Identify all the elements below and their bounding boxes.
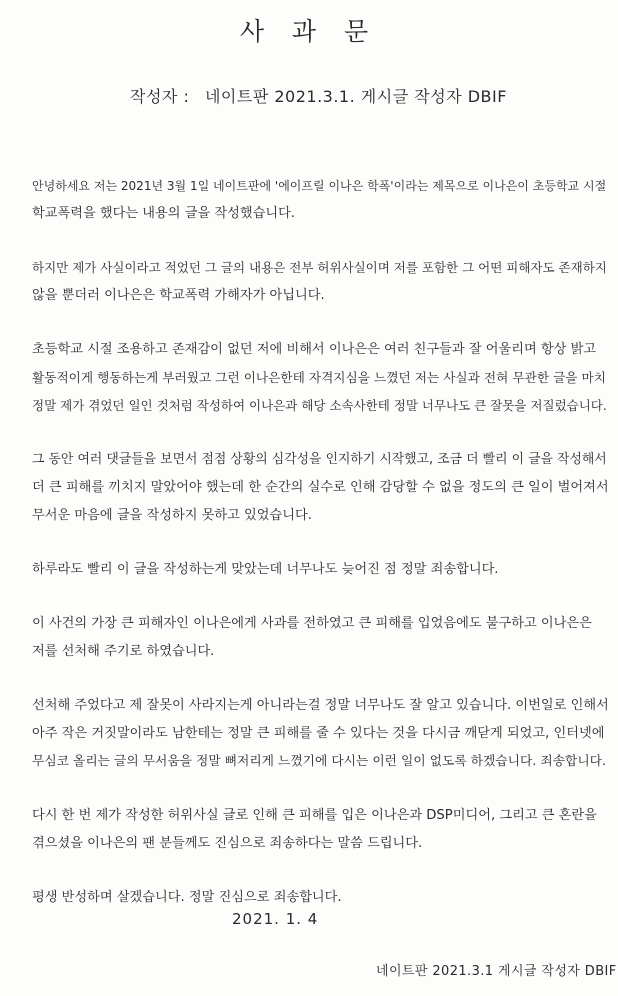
paragraph [32,446,612,530]
paragraph-line: 겪으셨을 이나은의 팬 분들께도 진심으로 죄송하다는 말씀 드립니다. [32,836,423,851]
letter-signature: 네이트판 2021.3.1 게시글 작성자 DBIF [376,964,617,979]
paragraph-line: 하지만 제가 사실이라고 적었던 그 글의 내용은 전부 허위사실이며 저를 포함한 그 어떤 피해자도 존재하지 [32,260,607,275]
author-value: 네이트판 2021.3.1. 게시글 작성자 DBIF [204,87,507,106]
paragraph-line: 더 큰 피해를 끼치지 말았어야 했는데 한 순간의 실수로 인해 감당할 수 없을 정도의 큰 일이 벌어져서 [32,480,609,495]
paragraph [32,254,612,310]
paragraph-line: 무심코 올리는 글의 무서움을 정말 뼈저리게 느꼈기에 다시는 이런 일이 없도록 하겠습니다. 죄송합니다. [32,754,607,769]
paragraph [32,802,612,858]
letter-date: 2021. 1. 4 [232,910,319,928]
paragraph-line: 무서운 마음에 글을 작성하지 못하고 있었습니다. [32,508,312,523]
paragraph [32,556,612,584]
paragraph-line: 활동적이게 행동하는게 부러웠고 그런 이나은한테 자격지심을 느꼈던 저는 사실과 전혀 무관한 글을 마치 [32,370,606,385]
paragraph-line: 정말 제가 겪었던 일인 것처럼 작성하여 이나은과 해당 소속사한테 정말 너무나도 큰 잘못을 저질렀습니다. [32,398,607,413]
paragraph-line: 초등학교 시절 조용하고 존재감이 없던 저에 비해서 이나은은 여러 친구들과 잘 어울리며 항상 밝고 [32,342,597,357]
paragraph-line: 아주 작은 거짓말이라도 남한테는 정말 큰 피해를 줄 수 있다는 것을 다시금 깨닫게 되었고, 인터넷에 [32,726,605,741]
paragraph [32,610,612,666]
letter-title: 사 과 문 [239,17,379,46]
author-line [130,84,507,107]
letter-body [32,172,612,912]
paragraph-line: 안녕하세요 저는 2021년 3월 1일 네이트판에 '에이프릴 이나은 학폭'이라는 제목으로 이나은이 초등학교 시절 [32,179,607,193]
paragraph-line: 이 사건의 가장 큰 피해자인 이나은에게 사과를 전하였고 큰 피해를 입었음에도 불구하고 이나은은 [32,616,592,631]
paragraph-line: 않을 뿐더러 이나은은 학교폭력 가해자가 아닙니다. [32,288,325,303]
paragraph-line: 평생 반성하며 살겠습니다. 정말 진심으로 죄송합니다. [32,890,342,905]
paragraph-line: 하루라도 빨리 이 글을 작성하는게 맞았는데 너무나도 늦어진 점 정말 죄송합니다. [32,562,499,577]
paragraph [32,692,612,776]
paragraph [32,172,612,228]
paragraph-line: 그 동안 여러 댓글들을 보면서 점점 상황의 심각성을 인지하기 시작했고, 조금 더 빨리 이 글을 작성해서 [32,452,607,467]
paragraph-line: 저를 선처해 주기로 하였습니다. [32,644,215,659]
paragraph-line: 다시 한 번 제가 작성한 허위사실 글로 인해 큰 피해를 입은 이나은과 DSP미디어, 그리고 큰 혼란을 [32,808,597,823]
paragraph-line: 학교폭력을 했다는 내용의 글을 작성했습니다. [32,206,296,221]
paragraph [32,336,612,420]
paragraph [32,884,612,912]
author-label: 작성자 : [130,87,190,106]
paragraph-line: 선처해 주었다고 제 잘못이 사라지는게 아니라는걸 정말 너무나도 잘 알고 있습니다. 이번일로 인해서 [32,698,609,713]
